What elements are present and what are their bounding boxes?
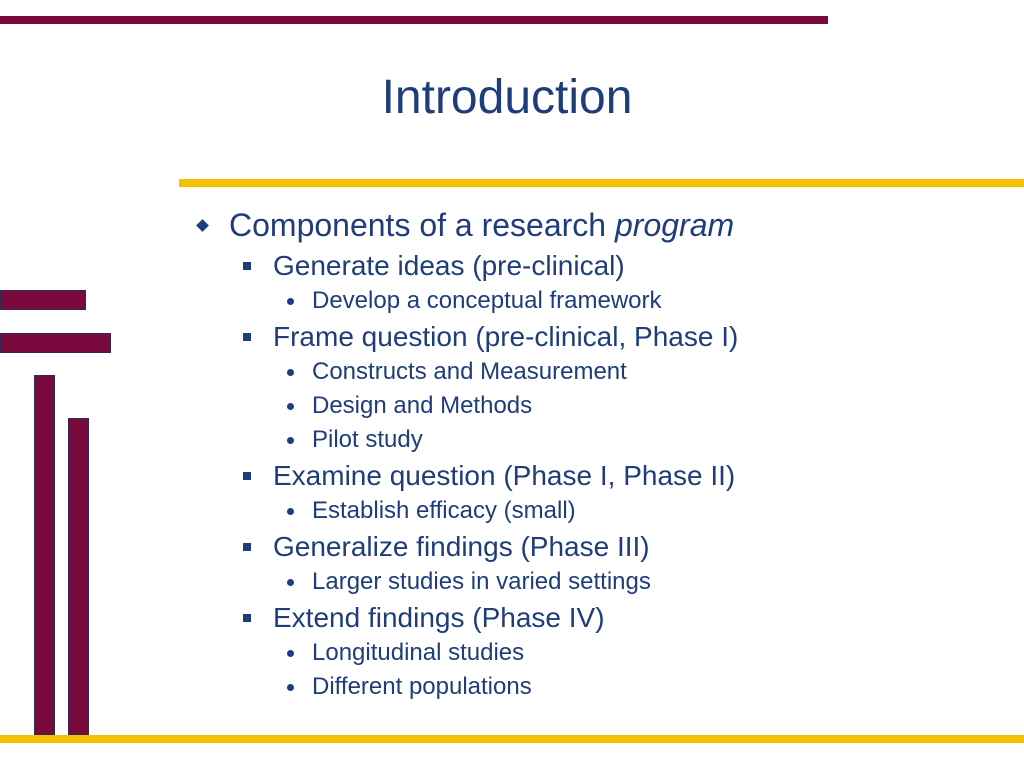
sub-list-item-label: Different populations xyxy=(312,673,532,700)
square-bullet-icon xyxy=(243,262,251,270)
dot-bullet-icon xyxy=(287,650,294,657)
left-vertical-bar-1 xyxy=(34,375,55,735)
gold-divider-bottom xyxy=(0,735,1024,743)
sub-list-item xyxy=(195,355,1015,389)
sub-list-item-label: Longitudinal studies xyxy=(312,639,525,666)
sub-list-item xyxy=(195,670,1015,704)
slide-title: Introduction xyxy=(381,71,633,124)
list-item-label: Extend findings (Phase IV) xyxy=(273,602,605,633)
list-item xyxy=(195,318,1015,355)
main-bullet xyxy=(195,203,1015,247)
dot-bullet-icon xyxy=(287,403,294,410)
dot-bullet-icon xyxy=(287,437,294,444)
square-bullet-icon xyxy=(243,614,251,622)
sub-list-item xyxy=(195,423,1015,457)
list-item xyxy=(195,528,1015,565)
list-item xyxy=(195,247,1015,284)
left-vertical-bar-2 xyxy=(68,418,89,735)
sub-list-item xyxy=(195,389,1015,423)
list-item-label: Examine question (Phase I, Phase II) xyxy=(273,460,736,491)
square-bullet-icon xyxy=(243,543,251,551)
square-bullet-icon xyxy=(243,472,251,480)
sub-list-item xyxy=(195,636,1015,670)
dot-bullet-icon xyxy=(287,508,294,515)
dot-bullet-icon xyxy=(287,684,294,691)
square-bullet-icon xyxy=(243,333,251,341)
dot-bullet-icon xyxy=(287,579,294,586)
diamond-bullet-icon xyxy=(196,219,209,232)
list-item xyxy=(195,599,1015,636)
list-item xyxy=(195,457,1015,494)
sub-list-item xyxy=(195,284,1015,318)
gold-divider-top xyxy=(179,179,1024,187)
sub-list-item-label: Design and Methods xyxy=(312,392,533,419)
dot-bullet-icon xyxy=(287,369,294,376)
top-decorative-line xyxy=(0,16,828,24)
list-item-label: Generate ideas (pre-clinical) xyxy=(273,250,625,281)
sub-list-item-label: Pilot study xyxy=(312,426,423,453)
sub-list-item xyxy=(195,565,1015,599)
left-horizontal-bar-2 xyxy=(0,333,111,353)
dot-bullet-icon xyxy=(287,298,294,305)
left-horizontal-bar-1 xyxy=(0,290,86,310)
bullet-list xyxy=(195,203,1015,704)
list-item-label: Generalize findings (Phase III) xyxy=(273,531,650,562)
main-bullet-emphasis: program xyxy=(614,207,735,243)
sub-list-item xyxy=(195,494,1015,528)
list-item-label: Frame question (pre-clinical, Phase I) xyxy=(273,321,739,352)
sub-list-item-label: Constructs and Measurement xyxy=(312,358,627,385)
sub-list-item-label: Develop a conceptual framework xyxy=(312,287,662,314)
sub-list-item-label: Establish efficacy (small) xyxy=(312,497,576,524)
main-bullet-text: Components of a research xyxy=(229,207,615,243)
sub-list-item-label: Larger studies in varied settings xyxy=(312,568,651,595)
